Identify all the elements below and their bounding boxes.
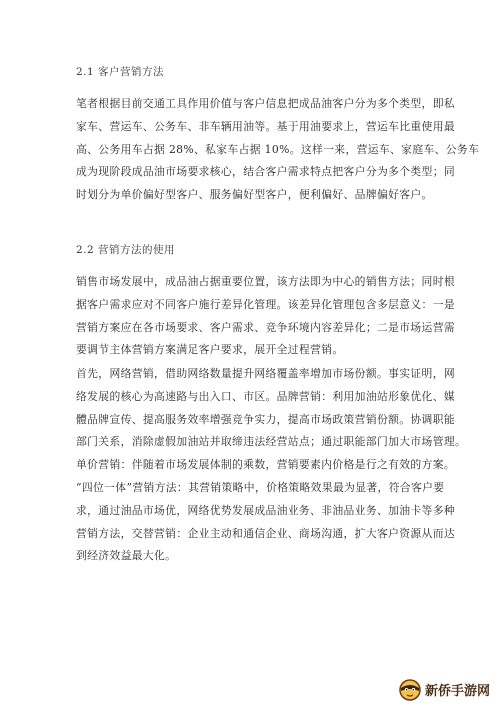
paragraph-line: 络发展的核心为高速路与出入口、市区。品牌营销：利用加油站形象优化、媒 xyxy=(76,389,455,403)
paragraph-line: 销售市场发展中，成品油占据重要位置，该方法即为中心的销售方法；同时根 xyxy=(76,275,455,288)
watermark-text: 新侨手游网 xyxy=(425,683,491,699)
paragraph-line: 首先，网络营销，借助网络数量提升网络覆盖率增加市场份额。事实证明，网 xyxy=(76,367,455,380)
paragraph-line: 要调节主体营销方案满足客户要求，展开全过程营销。 xyxy=(76,343,344,357)
paragraph-line: 體品牌宣传、提高服务效率增强竞争实力，提高市场政策营销份额。协调职能 xyxy=(76,412,455,426)
paragraph-line: 据客户需求应对不同客户施行差异化管理。该差异化管理包含多层意义：一是 xyxy=(76,297,455,311)
paragraph-line: 成为现阶段成品油市场要求核心，结合客户需求特点把客户分为多个类型；同 xyxy=(76,165,455,179)
paragraph-line: 笔者根据目前交通工具作用价值与客户信息把成品油客户分为多个类型，即私 xyxy=(76,97,455,110)
paragraph-line: “四位一体”营销方法：其营销策略中，价格策略效果最为显著，符合客户要 xyxy=(76,480,445,494)
paragraph-line: 时划分为单价偏好型客户、服务偏好型客户，便利偏好、品牌偏好客户。 xyxy=(76,188,433,202)
section-2-2-paragraph-2 xyxy=(76,363,467,568)
paragraph-line: 高、公务用车占据 28%、私家车占据 10%。这样一来，营运车、家庭车、公务车 xyxy=(76,142,480,156)
section-heading-2-2: 2.2 营销方法的使用 xyxy=(76,244,176,256)
paragraph-line: 营销方法，交替营销：企业主动和通信企业、商场沟通，扩大客户资源从而达 xyxy=(76,526,455,540)
paragraph-line: 到经济效益最大化。 xyxy=(76,549,177,563)
paragraph-line: 部门关系，消除虚假加油站并取缔违法经营站点；通过职能部门加大市场管理。 xyxy=(76,435,467,449)
section-heading-2-1: 2.1 客户营销方法 xyxy=(76,66,165,78)
section-2-1-paragraph xyxy=(76,93,480,207)
paragraph-line: 求，通过油品市场优，网络优势发展成品油业务、非油品业务、加油卡等多种 xyxy=(76,503,455,517)
section-2-2-paragraph-1 xyxy=(76,271,455,362)
paragraph-line: 单价营销：伴随着市场发展体制的乘数，营销要素内价格是行之有效的方案。 xyxy=(76,458,455,472)
ninja-mascot-icon xyxy=(398,677,422,701)
paragraph-line: 营销方案应在各市场要求、客户需求、竞争环境内容差异化；二是市场运营需 xyxy=(76,320,455,334)
site-watermark xyxy=(398,676,494,702)
paragraph-line: 家车、营运车、公务车、非车辆用油等。基于用油要求上，营运车比重使用最 xyxy=(76,119,455,133)
